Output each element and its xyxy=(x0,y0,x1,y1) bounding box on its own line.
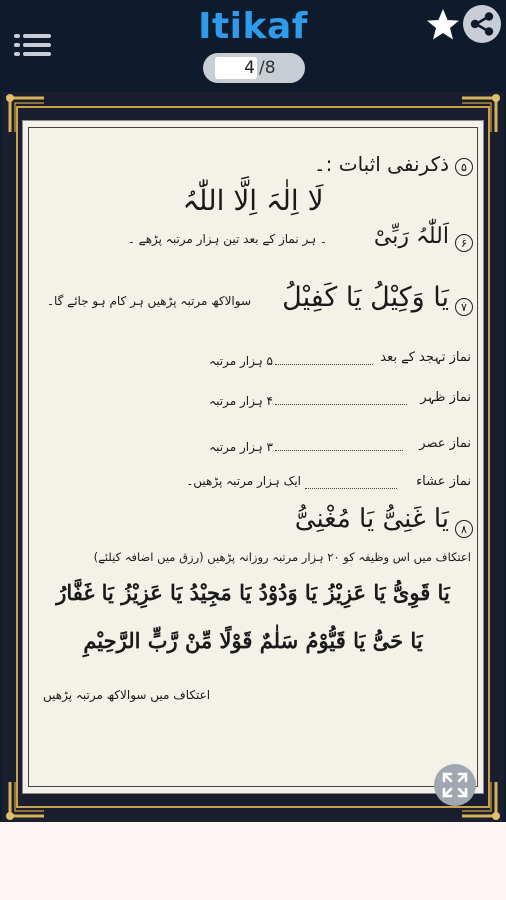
schedule-prayer: نماز ظہر xyxy=(420,390,471,405)
dua-line-2: یَا حَیُّ یَا قَیُّوْمُ سَلٰمٌ قَوْلًا مِّنْ رَّبٍّ الرَّحِیْمِ xyxy=(83,628,423,653)
item-number-8: ۸ xyxy=(455,520,473,538)
item6-text: ۔ ہر نماز کے بعد تین ہزار مرتبہ پڑھے ۔ xyxy=(127,232,327,246)
schedule-prayer: نماز عشاء xyxy=(416,474,471,489)
scanned-page xyxy=(22,120,484,794)
bottom-blank-area xyxy=(0,822,506,900)
app-header xyxy=(0,0,506,92)
schedule-count: ۴ ہزار مرتبہ xyxy=(209,394,273,408)
item7-text: سوالاکھ مرتبہ پڑھیں ہر کام ہو جائے گا۔ xyxy=(46,294,251,308)
item6-arabic: اَللّٰہُ رَبِّیْ xyxy=(373,224,449,249)
schedule-prayer: نماز عصر xyxy=(419,436,471,451)
item8-text: اعتکاف میں اس وظیفہ کو ۲۰ ہزار مرتبہ روزانہ پڑھیں (رزق میں اضافہ کیلئے) xyxy=(93,550,471,564)
page-inner-border xyxy=(28,127,478,787)
dotted-leader xyxy=(275,364,373,365)
section-heading: ذکرنفی اثبات :۔ xyxy=(313,152,449,176)
item-number-5: ۵ xyxy=(455,158,473,176)
fullscreen-expand-icon[interactable] xyxy=(434,764,476,806)
footer-note: اعتکاف میں سوالاکھ مرتبہ پڑھیں xyxy=(43,688,211,702)
dotted-leader xyxy=(275,404,407,405)
item-number-7: ۷ xyxy=(455,298,473,316)
schedule-count: ایک ہزار مرتبہ پڑھیں۔ xyxy=(186,474,301,488)
dua-line-1: یَا قَوِیُّ یَا عَزِیْزُ یَا وَدُوْدُ یَا مَجِیْدُ یَا عَزِیْزُ یَا غَفَّارُ xyxy=(56,580,450,605)
dotted-leader xyxy=(305,488,397,489)
share-icon[interactable] xyxy=(462,4,502,44)
page-viewer xyxy=(2,92,504,822)
schedule-prayer: نماز تہجد کے بعد xyxy=(380,350,471,365)
item-number-6: ۶ xyxy=(455,234,473,252)
star-icon[interactable] xyxy=(424,6,462,44)
dotted-leader xyxy=(275,450,403,451)
page-indicator xyxy=(203,53,305,83)
schedule-count: ۳ ہزار مرتبہ xyxy=(209,440,273,454)
page-total: /8 xyxy=(259,58,276,78)
schedule-count: ۵ ہزار مرتبہ xyxy=(209,354,273,368)
kalima-text: لَا اِلٰہَ اِلَّا اللّٰہُ xyxy=(182,184,324,217)
item8-arabic: یَا غَنِیُّ یَا مُغْنِیُّ xyxy=(294,504,449,534)
app-title: Itikaf xyxy=(198,6,308,47)
item7-arabic: یَا وَکِیْلُ یَا کَفِیْلُ xyxy=(282,282,449,313)
page-number-input[interactable]: 4 xyxy=(215,57,257,79)
